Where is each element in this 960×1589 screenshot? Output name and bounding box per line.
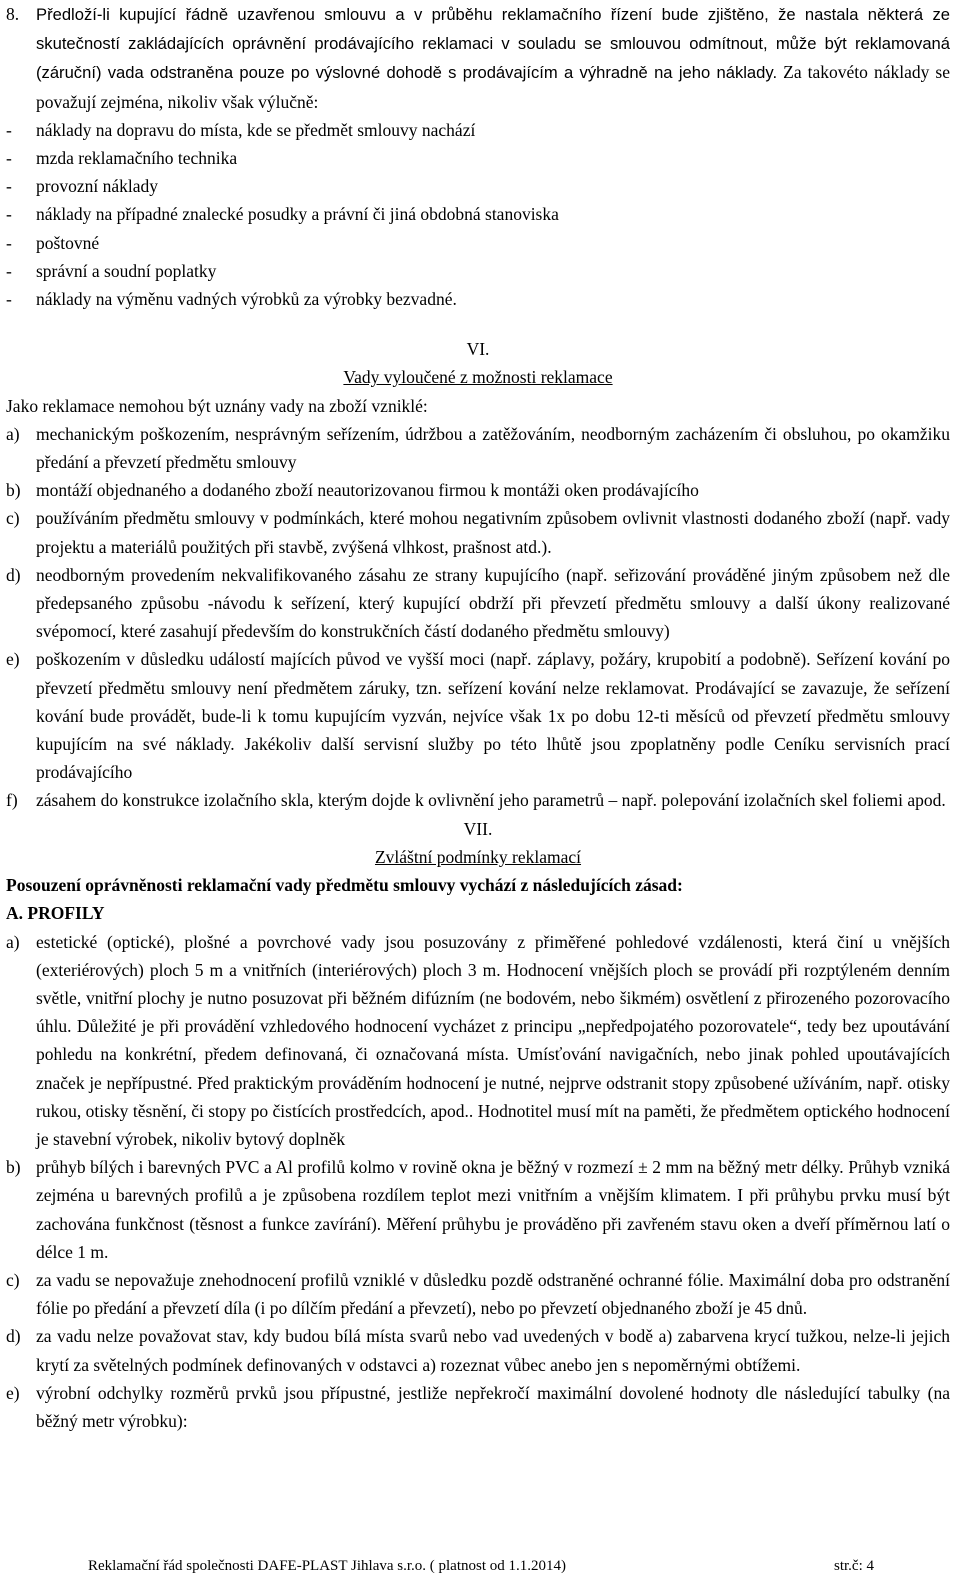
- list-item: - poštovné: [6, 232, 100, 253]
- section-lead: Posouzení oprávněnosti reklamační vady předmětu smlouvy vychází z následujících zásad:: [6, 875, 683, 896]
- profile-conditions-list: [6, 928, 950, 1436]
- list-item: f) zásahem do konstrukce izolačního skla, kterým dojde k ovlivnění jeho parametrů – např. polepování izolačních skel foliemi apod.: [6, 790, 946, 811]
- item-marker: 8.: [6, 4, 20, 24]
- list-item: - správní a soudní poplatky: [6, 260, 217, 281]
- list-item: d) neodborným provedením nekvalifikovaného zásahu ze strany kupujícího (např. seřizování prováděné jiným způsobem než dle předepsaného způsobu -návodu k seřízení, který kupující obdrží při převzetí předmětu smlouvy a další úkony realizované svépomocí, které zasahují především do konstrukčních částí dodaného předmětu smlouvy): [6, 564, 950, 642]
- item-8-text-serif: Za takovéto náklady se považují zejména, nikoliv však výlučně:: [36, 62, 950, 112]
- list-item: - náklady na výměnu vadných výrobků za výrobky bezvadné.: [6, 289, 457, 310]
- section-number: VI.: [466, 339, 490, 360]
- list-item: - mzda reklamačního technika: [6, 148, 238, 169]
- list-item: b) průhyb bílých i barevných PVC a Al profilů kolmo v rovině okna je běžný v rozmezí ± 2 mm na běžný metr délky. Průhyb vzniká zejména u barevných profilů a je způsobena rozdílem teplot mezi vnitřním a vnějším klimatem. I při průhybu prvku musí být zachována funkčnost (těsnost a funkce zavírání). Měření průhybu je prováděno při zavřeném stavu oken a dveří příměrnou latí o délce 1 m.: [6, 1157, 950, 1262]
- list-item: a) mechanickým poškozením, nesprávným seřízením, údržbou a zatěžováním, neodborným zacházením či obsluhou, po okamžiku předání a převzetí předmětu smlouvy: [6, 423, 950, 473]
- cost-list: [6, 116, 950, 313]
- list-item: b) montáží objednaného a dodaného zboží neautorizovanou firmou k montáži oken prodávajícího: [6, 480, 699, 501]
- footer-page-number: str.č: 4: [834, 1558, 874, 1574]
- list-item: d) za vadu nelze považovat stav, kdy budou bílá místa svarů nebo vad uvedených v bodě a) zabarvena krycí tužkou, nelze-li jejich krytí za světelných podmínek definovaných v odstavci a) rozeznat vůbec anebo jen s nepoměrnými obtížemi.: [6, 1326, 950, 1375]
- list-item: - náklady na dopravu do místa, kde se předmět smlouvy nachází: [6, 119, 476, 140]
- section-title: Zvláštní podmínky reklamací: [374, 846, 582, 867]
- section-intro: Jako reklamace nemohou být uznány vady na zboží vzniklé:: [6, 395, 428, 416]
- list-item: e) poškozením v důsledku událostí majících původ ve vyšší moci (např. záplavy, požáry, krupobití a podobně). Seřízení kování po převzetí předmětu smlouvy není předmětem záruky, tzn. seřízení kování nelze reklamovat. Prodávající se zavazuje, že seřízení kování bude provádět, bude-li k tomu kupujícím vyzván, nejvíce však 1x po dobu 12-ti měsíců od převzetí předmětu smlouvy kupujícím na své náklady. Jakékoliv další servisní služby po této lhůtě jsou zpoplatněny podle Ceníku servisních prací prodávajícího: [6, 649, 950, 783]
- list-item: c) za vadu se nepovažuje znehodnocení profilů vzniklé v důsledku pozdě odstraněné ochranné fólie. Maximální doba pro odstranění fólie po předání a převzetí díla (i po dílčím předání a převzetí), nebo po převzetí objednaného zboží je 45 dnů.: [6, 1269, 950, 1319]
- list-item: - náklady na případné znalecké posudky a právní či jiná obdobná stanoviska: [6, 204, 559, 225]
- paragraph-item-8: [6, 0, 950, 116]
- document-page: [6, 0, 950, 1435]
- list-item: - provozní náklady: [6, 176, 158, 197]
- section-number: VII.: [463, 818, 493, 839]
- list-item: e) výrobní odchylky rozměrů prvků jsou přípustné, jestliže nepřekročí maximální dovolené hodnoty dle následující tabulky (na běžný metr výrobku):: [6, 1382, 950, 1431]
- list-item: c) používáním předmětu smlouvy v podmínkách, které mohou negativním způsobem ovlivnit vlastnosti dodaného zboží (např. vady projektu a materiálů použitých při stavbě, zvýšená vlhkost, prašnost atd.).: [6, 508, 950, 557]
- list-item: a) estetické (optické), plošné a povrchové vady jsou posuzovány z přiměřené pohledové vzdálenosti, která činí u vnějších (exteriérových) ploch 5 m a vnitřních (interiérových) ploch 3 m. Hodnocení vnějších ploch se provádí při rozptýleném denním světle, vnitřní plochy je nutno posuzovat při běžném difúzním (ne bodovém, nebo šikmém) osvětlení z přirozeného pozorovacího úhlu. Důležité je při provádění vzhledového hodnocení vycházet z principu „nepředpojatého pozorovatele“, tedy bez upoutávání pohledu na konkrétní, předem definovaná, či označovaná místa. Umísťování navigačních, nebo jinak pohled upoutávajících značek je nepřípustné. Před praktickým prováděním hodnocení je nutné, nejprve odstranit stopy způsobené užíváním, např. otisky rukou, otisky těsnění, či stopy po čistících prostředcích, apod.. Hodnotitel musí mít na paměti, že předmětem optického hodnocení je stavební výrobek, nikoliv bytový doplněk: [6, 931, 950, 1149]
- section-title: Vady vyloučené z možnosti reklamace: [343, 367, 613, 388]
- footer-document-title: Reklamační řád společnosti DAFE-PLAST Jihlava s.r.o. ( platnost od 1.1.2014): [88, 1558, 567, 1574]
- subheading: A. PROFILY: [6, 903, 105, 924]
- exclusion-list: [6, 420, 950, 815]
- item-8-text-sans: Předloží-li kupující řádně uzavřenou smlouvu a v průběhu reklamačního řízení bude zjištěno, že nastala některá ze skutečností zakládajících oprávnění prodávajícího reklamaci v souladu se smlouvou odmítnout, může být reklamovaná (záruční) vada odstraněna pouze po výslovné dohodě s prodávajícím a výhradně na jeho náklady.: [36, 5, 950, 83]
